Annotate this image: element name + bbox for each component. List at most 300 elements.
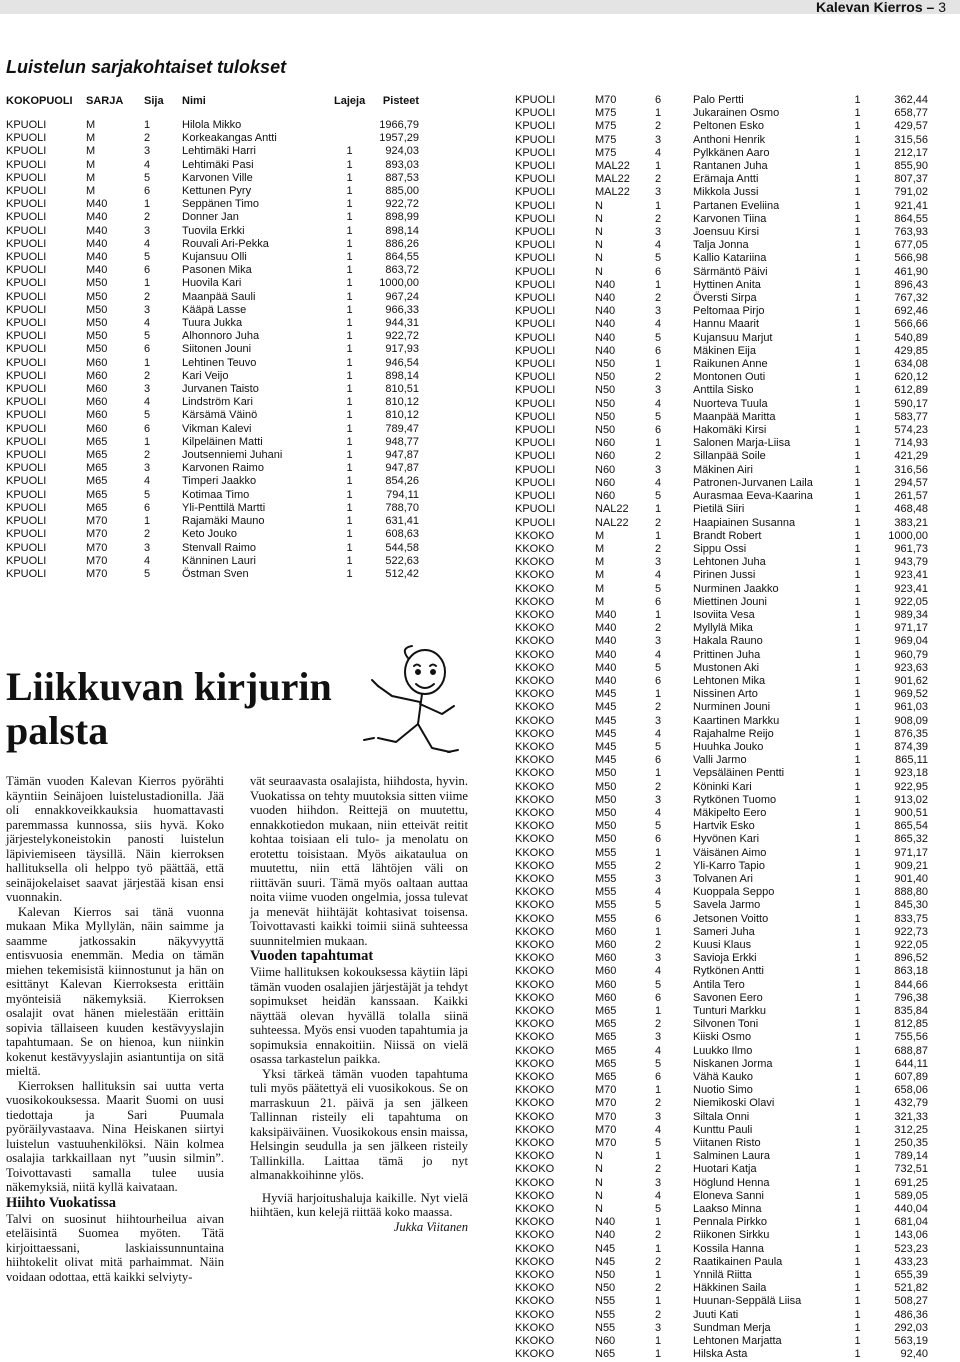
- table-cell: 2: [655, 1308, 662, 1321]
- table-cell: 1: [854, 674, 861, 687]
- table-cell: M75: [595, 107, 617, 120]
- table-cell: KKOKO: [515, 1071, 555, 1084]
- table-cell: 1: [854, 397, 861, 410]
- table-cell: Silvonen Toni: [693, 1018, 759, 1031]
- table-cell: NAL22: [595, 503, 629, 516]
- table-cell: M: [595, 569, 605, 582]
- table-cell: KKOKO: [515, 1084, 555, 1097]
- table-cell: 4: [655, 1189, 662, 1202]
- table-cell: 4: [655, 648, 662, 661]
- table-cell: 923,18: [894, 767, 928, 780]
- table-cell: KKOKO: [515, 872, 555, 885]
- table-cell: M: [86, 145, 96, 158]
- table-cell: 971,17: [894, 622, 928, 635]
- table-cell: KKOKO: [515, 1018, 555, 1031]
- table-cell: 658,77: [894, 107, 928, 120]
- table-row: [515, 200, 928, 213]
- table-cell: Vepsäläinen Pentti: [693, 767, 785, 780]
- table-cell: Hartvik Esko: [693, 820, 755, 833]
- table-cell: M: [86, 132, 96, 145]
- table-cell: 440,04: [894, 1203, 928, 1216]
- table-cell: 644,11: [895, 1057, 928, 1070]
- table-cell: 1: [346, 383, 353, 396]
- table-cell: 1: [854, 965, 861, 978]
- table-cell: Känninen Lauri: [182, 554, 257, 567]
- table-cell: 540,89: [894, 331, 928, 344]
- table-cell: 1: [854, 648, 861, 661]
- table-row: [515, 1137, 928, 1150]
- table-cell: 5: [144, 251, 151, 264]
- table-cell: Kossila Hanna: [693, 1242, 764, 1255]
- table-cell: KPUOLI: [515, 437, 556, 450]
- table-cell: Kuusi Klaus: [693, 939, 752, 951]
- table-cell: KPUOLI: [6, 383, 47, 396]
- table-cell: 6: [655, 424, 662, 437]
- article-subheading-tapahtumat: Vuoden tapahtumat: [250, 948, 374, 964]
- table-cell: KKOKO: [515, 886, 555, 899]
- table-cell: 1: [854, 344, 861, 357]
- table-cell: Kari Veijo: [182, 369, 229, 382]
- table-cell: 5: [655, 740, 662, 753]
- table-cell: 1: [854, 912, 861, 925]
- table-row: [515, 873, 928, 886]
- table-cell: 923,63: [894, 661, 928, 674]
- table-cell: KPUOLI: [515, 410, 556, 423]
- table-cell: Häkkinen Saila: [693, 1282, 767, 1295]
- table-cell: KPUOLI: [515, 476, 556, 489]
- table-cell: 6: [655, 344, 662, 357]
- table-cell: Laakso Minna: [693, 1203, 762, 1216]
- table-cell: Maanpää Sauli: [182, 290, 256, 303]
- table-cell: M70: [595, 1137, 617, 1150]
- table-cell: Tuovila Erkki: [182, 224, 245, 237]
- table-cell: Sillanpää Soile: [693, 450, 766, 463]
- table-cell: 923,41: [894, 582, 928, 595]
- table-row: [6, 568, 419, 581]
- table-cell: 1: [346, 409, 353, 422]
- table-row: [515, 226, 928, 239]
- table-cell: M60: [86, 409, 108, 422]
- table-cell: M40: [595, 648, 617, 661]
- table-cell: Myllylä Mika: [693, 622, 753, 635]
- table-cell: 989,34: [894, 608, 928, 621]
- table-cell: 1: [854, 437, 861, 450]
- table-cell: 1: [655, 278, 662, 291]
- table-cell: M60: [595, 991, 617, 1004]
- table-cell: KPUOLI: [515, 516, 556, 529]
- table-cell: Vähä Kauko: [693, 1071, 753, 1084]
- table-cell: N45: [595, 1255, 616, 1268]
- table-cell: KPUOLI: [515, 265, 556, 278]
- table-row: [515, 252, 928, 265]
- column-title-line1: Liikkuvan kirjurin: [6, 664, 332, 709]
- table-cell: 1: [854, 173, 861, 186]
- table-cell: M40: [595, 674, 617, 687]
- article-subheading-hiihto: Hiihto Vuokatissa: [6, 1194, 117, 1211]
- table-cell: KPUOLI: [515, 318, 556, 331]
- table-cell: 312,25: [894, 1123, 928, 1136]
- table-cell: 3: [655, 793, 662, 806]
- table-row: [515, 781, 928, 794]
- table-row: [515, 1256, 928, 1269]
- table-cell: 1: [854, 1031, 861, 1044]
- table-cell: 865,32: [894, 833, 928, 846]
- table-cell: Mikkola Jussi: [693, 186, 759, 199]
- table-cell: 1: [854, 450, 861, 463]
- table-cell: 1: [854, 226, 861, 239]
- table-cell: KPUOLI: [6, 119, 47, 131]
- table-cell: 315,56: [894, 133, 928, 146]
- table-cell: 1: [346, 462, 353, 475]
- results-table-left: [6, 94, 419, 581]
- table-cell: Alhonnoro Juha: [182, 330, 260, 343]
- table-cell: 1: [854, 661, 861, 674]
- table-cell: 1: [346, 290, 353, 303]
- table-cell: 1: [854, 542, 861, 555]
- table-cell: 3: [655, 133, 662, 146]
- table-cell: 1: [655, 767, 662, 780]
- table-cell: M65: [86, 488, 108, 501]
- table-cell: M: [86, 171, 96, 184]
- table-cell: KKOKO: [515, 635, 555, 648]
- table-cell: M60: [86, 396, 108, 409]
- table-row: [515, 662, 928, 675]
- table-row: [515, 1348, 928, 1361]
- table-row: [6, 211, 419, 224]
- table-cell: 810,51: [385, 383, 419, 396]
- table-cell: 901,62: [894, 674, 928, 687]
- table-cell: 4: [655, 239, 662, 252]
- table-cell: 6: [655, 991, 662, 1004]
- table-cell: 5: [144, 409, 151, 422]
- table-cell: M: [595, 556, 605, 569]
- table-cell: 1: [854, 767, 861, 780]
- table-cell: 1: [854, 925, 861, 938]
- table-row: [515, 649, 928, 662]
- table-cell: 1: [854, 635, 861, 648]
- table-cell: 1: [854, 952, 861, 965]
- table-cell: 865,54: [894, 820, 928, 833]
- table-row: [515, 1071, 928, 1084]
- table-cell: 960,79: [894, 648, 928, 661]
- table-cell: Mäkinen Eija: [693, 344, 756, 357]
- table-row: [515, 490, 928, 503]
- table-cell: 1: [854, 358, 861, 371]
- table-cell: 844,66: [894, 978, 928, 991]
- table-cell: 4: [144, 396, 151, 409]
- table-cell: 1: [854, 991, 861, 1004]
- table-cell: 3: [144, 303, 151, 316]
- table-cell: M50: [86, 303, 108, 316]
- table-row: [515, 622, 928, 635]
- table-row: [515, 913, 928, 926]
- table-cell: 1: [346, 369, 353, 382]
- table-cell: 688,87: [894, 1044, 928, 1057]
- table-cell: 620,12: [894, 371, 928, 384]
- table-cell: KKOKO: [515, 1269, 555, 1282]
- table-row: [515, 213, 928, 226]
- table-cell: 5: [655, 331, 662, 344]
- table-cell: 900,51: [894, 806, 928, 819]
- table-cell: 863,18: [894, 965, 928, 978]
- table-cell: KPUOLI: [515, 424, 556, 437]
- table-cell: 864,55: [385, 251, 419, 264]
- table-cell: 5: [655, 1137, 662, 1150]
- table-cell: 1: [854, 199, 861, 212]
- table-cell: Lehtonen Marjatta: [693, 1335, 782, 1348]
- table-cell: M65: [86, 475, 108, 488]
- table-cell: 755,56: [894, 1031, 928, 1044]
- table-cell: N60: [595, 1335, 616, 1348]
- table-cell: KPUOLI: [515, 397, 556, 410]
- table-cell: Kujansuu Marjut: [693, 331, 773, 344]
- table-cell: Nuotio Simo: [693, 1084, 753, 1097]
- table-cell: Mäkipelto Eero: [693, 806, 767, 819]
- table-cell: Pirinen Jussi: [693, 569, 756, 582]
- table-cell: Maanpää Maritta: [693, 410, 776, 423]
- table-cell: KKOKO: [515, 1044, 555, 1057]
- table-row: [515, 450, 928, 463]
- table-cell: 1: [854, 503, 861, 516]
- table-cell: 921,41: [894, 199, 928, 212]
- table-cell: 1: [346, 277, 353, 290]
- table-cell: KKOKO: [515, 939, 555, 951]
- table-cell: 1: [854, 1335, 861, 1348]
- table-cell: N50: [595, 410, 616, 423]
- table-cell: 321,33: [894, 1110, 928, 1123]
- table-cell: 810,12: [385, 396, 419, 409]
- table-cell: KKOKO: [515, 806, 555, 819]
- table-cell: 1: [854, 1348, 861, 1361]
- table-cell: M40: [86, 198, 108, 211]
- table-cell: MAL22: [595, 160, 630, 173]
- table-row: [6, 515, 419, 528]
- table-cell: NAL22: [595, 516, 629, 529]
- table-cell: M50: [86, 277, 108, 290]
- table-cell: Donner Jan: [182, 211, 239, 224]
- table-cell: M50: [595, 767, 617, 780]
- results-table-right: [515, 94, 928, 1362]
- table-cell: KPUOLI: [6, 224, 47, 237]
- table-cell: KPUOLI: [515, 331, 556, 344]
- table-row: [515, 583, 928, 596]
- table-cell: KPUOLI: [515, 292, 556, 305]
- table-cell: 1: [854, 212, 861, 225]
- table-cell: 1: [346, 264, 353, 277]
- table-cell: 1: [854, 516, 861, 529]
- table-cell: 3: [655, 226, 662, 239]
- table-cell: 1: [854, 872, 861, 885]
- table-cell: M65: [595, 1044, 617, 1057]
- table-cell: 1: [346, 251, 353, 264]
- table-cell: 4: [655, 146, 662, 159]
- table-cell: 1: [854, 1071, 861, 1084]
- table-cell: Anttila Sisko: [693, 384, 754, 397]
- table-cell: N50: [595, 384, 616, 397]
- table-row: [515, 860, 928, 873]
- table-cell: M50: [86, 330, 108, 343]
- table-row: [6, 462, 419, 475]
- table-cell: 1: [854, 1084, 861, 1097]
- table-cell: KPUOLI: [6, 277, 47, 290]
- table-cell: N40: [595, 1229, 616, 1242]
- table-cell: 913,02: [894, 793, 928, 806]
- table-cell: 876,35: [894, 727, 928, 740]
- publication-name: Kalevan Kierros: [816, 0, 923, 15]
- table-cell: Sippu Ossi: [693, 542, 747, 555]
- table-row: [6, 502, 419, 515]
- table-cell: N50: [595, 424, 616, 437]
- table-cell: N: [595, 212, 603, 225]
- table-cell: 922,73: [894, 925, 928, 938]
- table-cell: 5: [655, 252, 662, 265]
- table-cell: M45: [595, 754, 617, 767]
- table-cell: Rajahalme Reijo: [693, 727, 774, 740]
- table-cell: 1: [346, 343, 353, 356]
- table-cell: 714,93: [894, 437, 928, 450]
- table-cell: KKOKO: [515, 1308, 555, 1321]
- table-row: [6, 330, 419, 343]
- table-cell: KPUOLI: [6, 211, 47, 224]
- table-cell: KPUOLI: [515, 490, 556, 503]
- table-cell: M70: [86, 554, 108, 567]
- table-cell: 763,93: [894, 226, 928, 239]
- table-cell: 2: [144, 211, 151, 224]
- table-cell: KPUOLI: [6, 343, 47, 356]
- table-cell: KPUOLI: [6, 198, 47, 211]
- table-cell: N: [595, 1150, 603, 1163]
- table-cell: KPUOLI: [515, 107, 556, 120]
- table-cell: 924,03: [385, 145, 419, 158]
- table-row: [515, 1335, 928, 1348]
- table-cell: 3: [144, 224, 151, 237]
- table-cell: 6: [655, 674, 662, 687]
- table-cell: 4: [655, 965, 662, 978]
- table-cell: Juuti Kati: [693, 1308, 739, 1321]
- table-cell: 1: [854, 160, 861, 173]
- results-right-body: [515, 94, 928, 1362]
- table-row: [515, 833, 928, 846]
- table-cell: 1: [854, 1097, 861, 1110]
- table-cell: 1957,29: [379, 132, 419, 145]
- table-cell: KKOKO: [515, 582, 555, 595]
- table-row: [515, 424, 928, 437]
- table-cell: 2: [655, 859, 662, 872]
- table-cell: 1: [655, 608, 662, 621]
- table-cell: Patronen-Jurvanen Laila: [693, 476, 813, 489]
- article-signature: Jukka Viitanen: [393, 1219, 468, 1234]
- table-cell: 2: [655, 542, 662, 555]
- table-row: [6, 291, 419, 304]
- table-cell: Rytkönen Tuomo: [693, 793, 777, 806]
- table-row: [515, 517, 928, 530]
- table-cell: 1: [655, 503, 662, 516]
- table-cell: 1: [346, 224, 353, 237]
- table-cell: Riikonen Sirkku: [693, 1229, 770, 1242]
- table-cell: 887,53: [385, 171, 419, 184]
- table-row: [6, 132, 419, 145]
- table-cell: Savioja Erkki: [693, 952, 757, 965]
- table-cell: 1: [854, 793, 861, 806]
- table-cell: N40: [595, 1216, 616, 1229]
- table-cell: 961,73: [894, 542, 928, 555]
- table-cell: KPUOLI: [6, 185, 47, 198]
- table-cell: Kaartinen Markku: [693, 714, 780, 727]
- header-separator: –: [922, 0, 939, 15]
- table-row: [515, 332, 928, 345]
- table-cell: Rantanen Juha: [693, 160, 768, 173]
- table-cell: Jetsonen Voitto: [693, 912, 769, 925]
- table-cell: 908,09: [894, 714, 928, 727]
- table-cell: 3: [144, 541, 151, 554]
- table-cell: 1: [854, 292, 861, 305]
- table-cell: 1: [346, 185, 353, 198]
- table-cell: Tolvanen Ari: [693, 872, 753, 885]
- table-cell: 1: [854, 1044, 861, 1057]
- table-cell: N: [595, 199, 603, 212]
- table-cell: M50: [86, 290, 108, 303]
- table-cell: 791,02: [894, 186, 928, 199]
- table-row: [515, 886, 928, 899]
- table-cell: 6: [655, 833, 662, 846]
- table-row: [515, 728, 928, 741]
- table-cell: 2: [144, 449, 151, 462]
- table-cell: 5: [144, 567, 151, 580]
- table-cell: 681,04: [894, 1216, 928, 1229]
- table-cell: 250,35: [894, 1137, 928, 1150]
- table-cell: 2: [655, 701, 662, 714]
- table-cell: 3: [655, 1110, 662, 1123]
- table-cell: 1: [854, 1203, 861, 1216]
- column-title: [6, 665, 332, 753]
- table-cell: 1: [854, 899, 861, 912]
- table-cell: 691,25: [894, 1176, 928, 1189]
- table-cell: KKOKO: [515, 1176, 555, 1189]
- table-cell: 1: [346, 158, 353, 171]
- table-row: [515, 411, 928, 424]
- table-row: [6, 159, 419, 172]
- table-cell: KKOKO: [515, 688, 555, 701]
- table-cell: KKOKO: [515, 833, 555, 846]
- table-cell: 3: [655, 1176, 662, 1189]
- table-cell: 2: [655, 1018, 662, 1031]
- table-cell: M75: [595, 146, 617, 159]
- table-cell: 1: [854, 1176, 861, 1189]
- table-cell: 946,54: [385, 356, 419, 369]
- table-cell: Huunan-Seppälä Liisa: [693, 1295, 802, 1308]
- table-cell: 2: [655, 173, 662, 186]
- table-cell: 898,99: [385, 211, 419, 224]
- table-cell: 1: [655, 358, 662, 371]
- table-cell: 1: [854, 806, 861, 819]
- col-header-sarja: SARJA: [86, 95, 124, 107]
- table-row: [515, 939, 928, 952]
- table-cell: 1: [346, 501, 353, 514]
- table-cell: Pylkkänen Aaro: [693, 146, 770, 159]
- table-cell: 1: [854, 939, 861, 951]
- table-row: [515, 1243, 928, 1256]
- table-cell: Mäkinen Airi: [693, 463, 753, 476]
- table-cell: 1: [655, 437, 662, 450]
- table-cell: Väisänen Aimo: [693, 846, 767, 859]
- table-cell: M70: [595, 1123, 617, 1136]
- table-cell: 3: [144, 383, 151, 396]
- table-row: [515, 1084, 928, 1097]
- table-row: [515, 899, 928, 912]
- table-cell: 2: [655, 1282, 662, 1295]
- table-cell: Seppänen Timo: [182, 198, 260, 211]
- table-cell: 1: [655, 529, 662, 542]
